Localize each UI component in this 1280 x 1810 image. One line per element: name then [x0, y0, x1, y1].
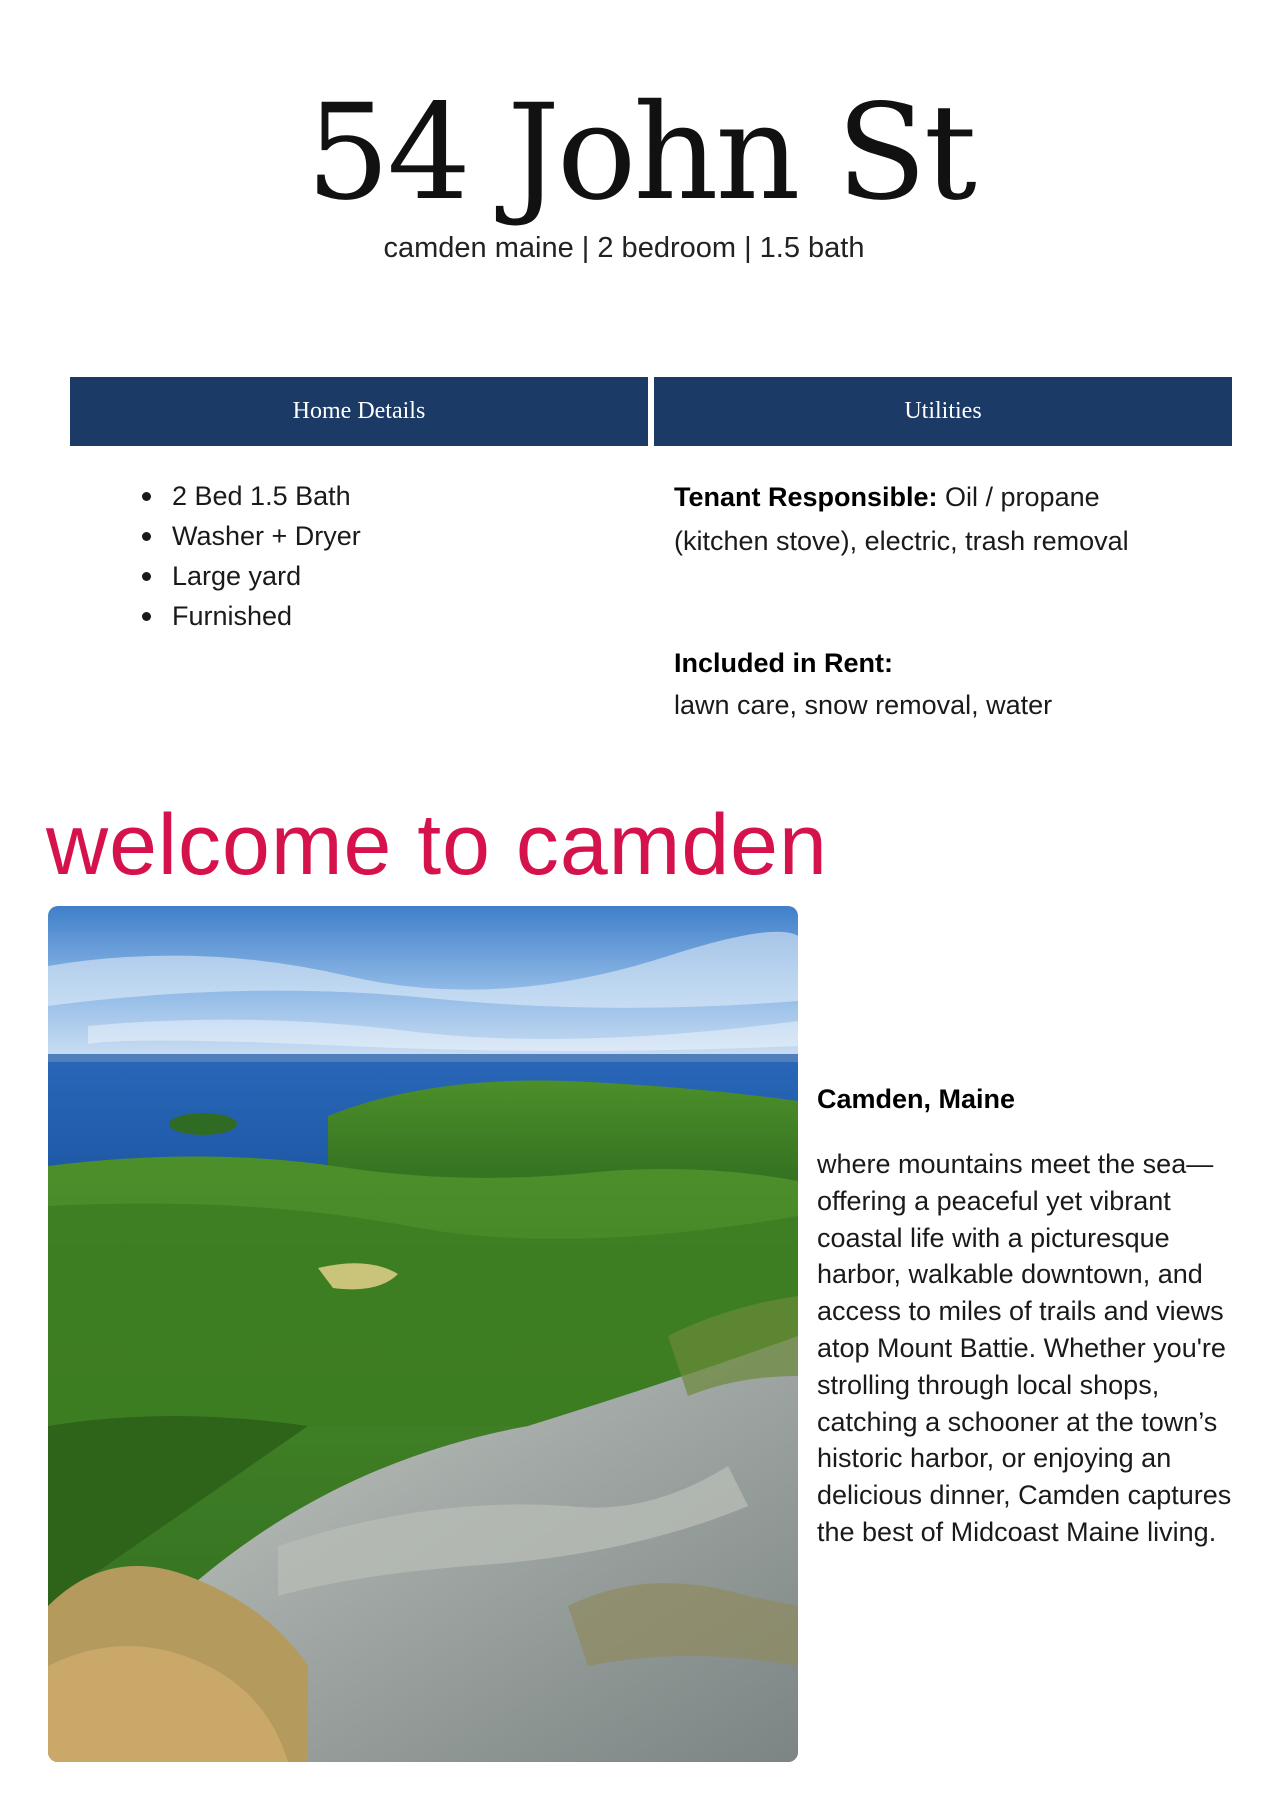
included-in-rent-label: Included in Rent: — [674, 648, 893, 678]
home-detail-item: Washer + Dryer — [128, 516, 361, 556]
tenant-responsible-block — [674, 475, 1154, 563]
welcome-heading: welcome to camden — [46, 797, 828, 893]
utilities-header: Utilities — [654, 377, 1232, 446]
tenant-responsible-value: Oil / propane (kitchen stove), electric, trash removal — [674, 482, 1129, 556]
home-details-list — [128, 476, 361, 636]
property-subtitle: camden maine | 2 bedroom | 1.5 bath — [383, 232, 865, 264]
utilities-section — [674, 475, 1154, 563]
home-detail-item: Large yard — [128, 556, 361, 596]
included-in-rent-value: lawn care, snow removal, water — [674, 690, 1053, 720]
camden-description: where mountains meet the sea—offering a peaceful yet vibrant coastal life with a picturesque harbor, walkable downtown, and access to miles of trails and views atop Mount Battie. Whether you're strolling through local shops, catching a schooner at the town’s historic harbor, or enjoying an delicious dinner, Camden captures the best of Midcoast Maine living. — [817, 1149, 1232, 1547]
property-address-title: 54 John St — [306, 76, 974, 230]
home-detail-item: 2 Bed 1.5 Bath — [128, 476, 361, 516]
home-details-header: Home Details — [70, 377, 648, 446]
camden-maine-heading: Camden, Maine — [817, 1084, 1016, 1114]
camden-harbor-photo — [48, 906, 798, 1762]
tenant-responsible-label: Tenant Responsible: — [674, 482, 938, 512]
home-detail-item: Furnished — [128, 596, 361, 636]
